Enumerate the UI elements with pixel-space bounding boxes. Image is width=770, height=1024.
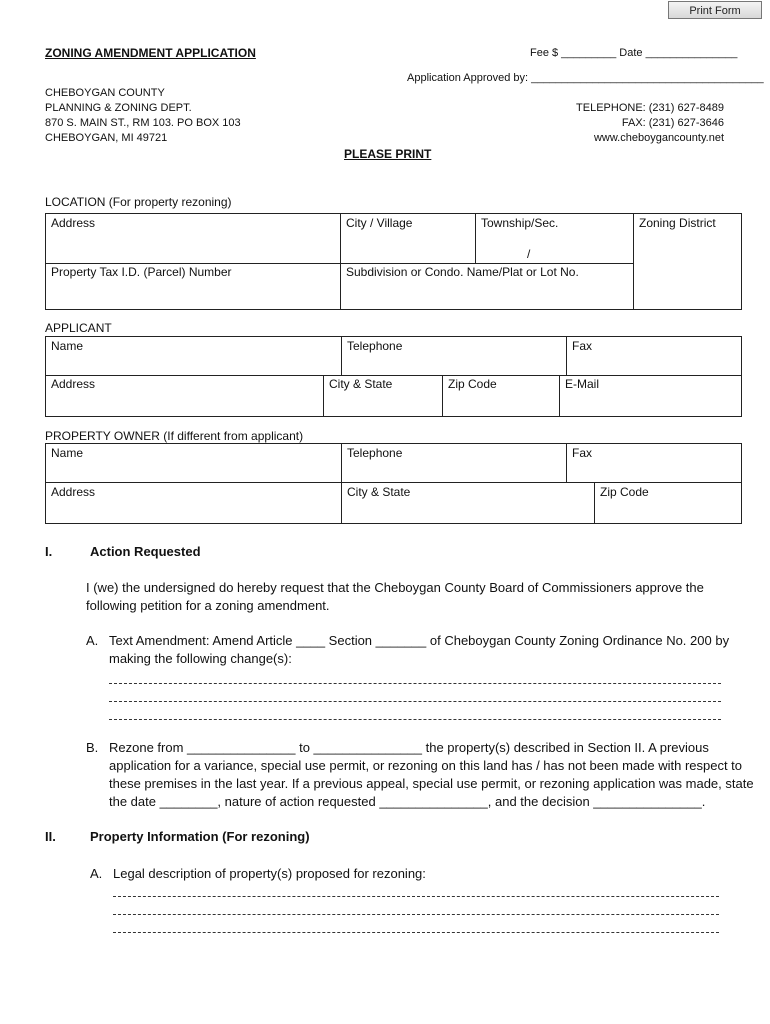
section-1-intro-1: I (we) the undersigned do hereby request that the Cheboygan County Board of Commissioners approve the [86, 580, 704, 595]
text-amendment-line-1[interactable]: Text Amendment: Amend Article ____ Section _______ of Cheboygan County Zoning Ordinance No. 200 by [109, 633, 730, 648]
applicant-name-field[interactable]: Name [51, 339, 84, 353]
org-line-3: 870 S. MAIN ST., RM 103. PO BOX 103 [45, 117, 241, 129]
change-line-2[interactable] [109, 701, 721, 702]
website-link[interactable]: www.cheboygancounty.net [593, 132, 724, 144]
location-township-field[interactable]: Township/Sec. [481, 216, 559, 230]
rezone-line-1[interactable]: Rezone from _______________ to _______________ the property(s) described in Section II. A previous [109, 740, 709, 755]
approved-by-line[interactable]: Application Approved by: ______________________________________ [407, 72, 764, 84]
applicant-address-field[interactable]: Address [51, 377, 96, 391]
owner-fax-field[interactable]: Fax [572, 446, 593, 460]
section-2-number: II. [45, 829, 56, 844]
section-1-title: Action Requested [90, 544, 201, 559]
org-line-4: CHEBOYGAN, MI 49721 [45, 132, 168, 144]
section-1-number: I. [45, 544, 53, 559]
text-amendment-line-2: making the following change(s): [109, 651, 292, 666]
rezone-line-2: application for a variance, special use permit, or rezoning on this land has / has not been made with respect to [109, 758, 743, 773]
org-line-2: PLANNING & ZONING DEPT. [45, 102, 192, 114]
legal-line-2[interactable] [113, 914, 719, 915]
applicant-telephone-field[interactable]: Telephone [347, 339, 403, 353]
applicant-email-field[interactable]: E-Mail [565, 377, 600, 391]
location-zoning-field[interactable]: Zoning District [639, 216, 716, 230]
change-line-3[interactable] [109, 719, 721, 720]
please-print: PLEASE PRINT [344, 147, 432, 161]
owner-zip-field[interactable]: Zip Code [600, 485, 649, 499]
legal-description-label: Legal description of property(s) proposed for rezoning: [113, 866, 426, 881]
owner-heading: PROPERTY OWNER (If different from applicant) [45, 429, 304, 443]
change-line-1[interactable] [109, 683, 721, 684]
applicant-zip-field[interactable]: Zip Code [448, 377, 497, 391]
item-a-label: A. [86, 633, 99, 648]
rezone-line-4[interactable]: the date ________, nature of action requested _______________, and the decision _______________. [109, 794, 706, 809]
applicant-city-state-field[interactable]: City & State [329, 377, 393, 391]
location-address-field[interactable]: Address [51, 216, 96, 230]
item-2a-label: A. [90, 866, 103, 881]
fax-info: FAX: (231) 627-3646 [621, 117, 724, 129]
location-parcel-field[interactable]: Property Tax I.D. (Parcel) Number [51, 265, 232, 279]
location-subdivision-field[interactable]: Subdivision or Condo. Name/Plat or Lot No. [346, 265, 579, 279]
owner-address-field[interactable]: Address [51, 485, 96, 499]
fee-date-line[interactable]: Fee $ _________ Date _______________ [530, 47, 738, 59]
applicant-heading: APPLICANT [45, 321, 112, 335]
item-b-label: B. [86, 740, 99, 755]
print-form-button[interactable]: Print Form [668, 1, 762, 19]
legal-line-1[interactable] [113, 896, 719, 897]
section-1-intro-2: following petition for a zoning amendment. [86, 598, 330, 613]
section-2-title: Property Information (For rezoning) [90, 829, 310, 844]
owner-telephone-field[interactable]: Telephone [347, 446, 403, 460]
location-heading: LOCATION (For property rezoning) [45, 195, 232, 209]
owner-city-state-field[interactable]: City & State [347, 485, 411, 499]
telephone-info: TELEPHONE: (231) 627-8489 [576, 102, 724, 114]
legal-line-3[interactable] [113, 932, 719, 933]
rezone-line-3: these premises in the last year. If a previous appeal, special use permit, or rezoning application was made, state [109, 776, 754, 791]
form-title: ZONING AMENDMENT APPLICATION [45, 46, 256, 60]
org-line-1: CHEBOYGAN COUNTY [45, 87, 165, 99]
applicant-fax-field[interactable]: Fax [572, 339, 593, 353]
township-slash: / [527, 247, 531, 261]
location-city-field[interactable]: City / Village [346, 216, 413, 230]
owner-name-field[interactable]: Name [51, 446, 84, 460]
